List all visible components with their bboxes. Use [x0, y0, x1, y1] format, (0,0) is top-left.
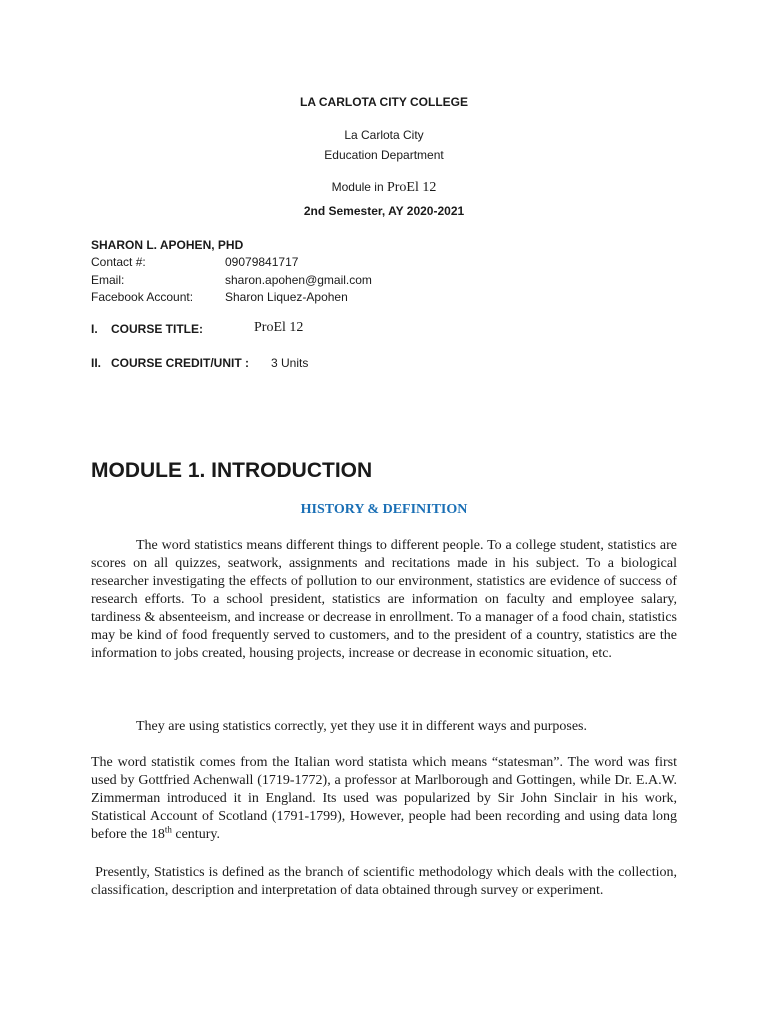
module-title: MODULE 1. INTRODUCTION [91, 459, 373, 482]
facebook-row [91, 290, 348, 304]
contact-row [91, 255, 298, 269]
paragraph-3 [91, 754, 677, 844]
course-title-label: I. COURSE TITLE: [91, 322, 204, 336]
course-credit-label: II. COURSE CREDIT/UNIT : [91, 356, 250, 370]
department-name: Education Department [324, 148, 444, 162]
module-line [0, 180, 768, 196]
college-city: La Carlota City [344, 128, 424, 142]
paragraph-1: The word statistics means different things to different people. To a college student, statistics are scores on all quizzes, seatwork, assignments and recitations made in his subject. To a biological researcher investigating the effects of pollution to our environment, statistics are evidence of success of research efforts. To a school president, statistics are information on faculty and employee salary, tardiness & absenteeism, and increase or decrease in enrollment. To a manager of a food chain, statistics may be kind of food frequently served to customers, and to the president of a country, statistics are the information to jobs created, housing projects, increase or decrease in economic situation, etc. [91, 538, 677, 661]
email-row [91, 273, 372, 287]
paragraph-2: They are using statistics correctly, yet they use it in different ways and purposes. [136, 719, 587, 734]
email-value: sharon.apohen@gmail.com [225, 273, 372, 287]
email-label: Email: [91, 273, 125, 287]
facebook-label: Facebook Account: [91, 290, 194, 304]
facebook-value: Sharon Liquez-Apohen [225, 290, 348, 304]
module-code: ProEl 12 [386, 180, 437, 195]
course-title-value: ProEl 12 [254, 320, 304, 335]
contact-label: Contact #: [91, 255, 146, 269]
college-name: LA CARLOTA CITY COLLEGE [300, 95, 468, 109]
course-credit-value: 3 Units [271, 356, 309, 370]
instructor-name: SHARON L. APOHEN, PHD [91, 238, 244, 252]
paragraph-3-end: century. [171, 827, 220, 842]
paragraph-4: Presently, Statistics is defined as the branch of scientific methodology which deals with the collection, classification, description and interpretation of data obtained through survey or experiment. [91, 865, 681, 898]
contact-value: 09079841717 [225, 255, 299, 269]
paragraph-3-main: The word statistik comes from the Italian word statista which means “statesman”. The word was first used by Gottfried Achenwall (1719-1772), a professor at Marlborough and Gottingen, while Dr. E.A.W. Zimmerman introduced it in England. Its used was popularized by Sir John Sinclair in his work, Statistical Account of Scotland (1791-1799), However, people had been recording and using data long before the 18 [91, 755, 677, 842]
paragraph-3-superscript: th [164, 824, 172, 835]
module-prefix: Module in [331, 180, 387, 194]
semester-line: 2nd Semester, AY 2020-2021 [303, 204, 465, 218]
section-heading: HISTORY & DEFINITION [300, 502, 468, 517]
